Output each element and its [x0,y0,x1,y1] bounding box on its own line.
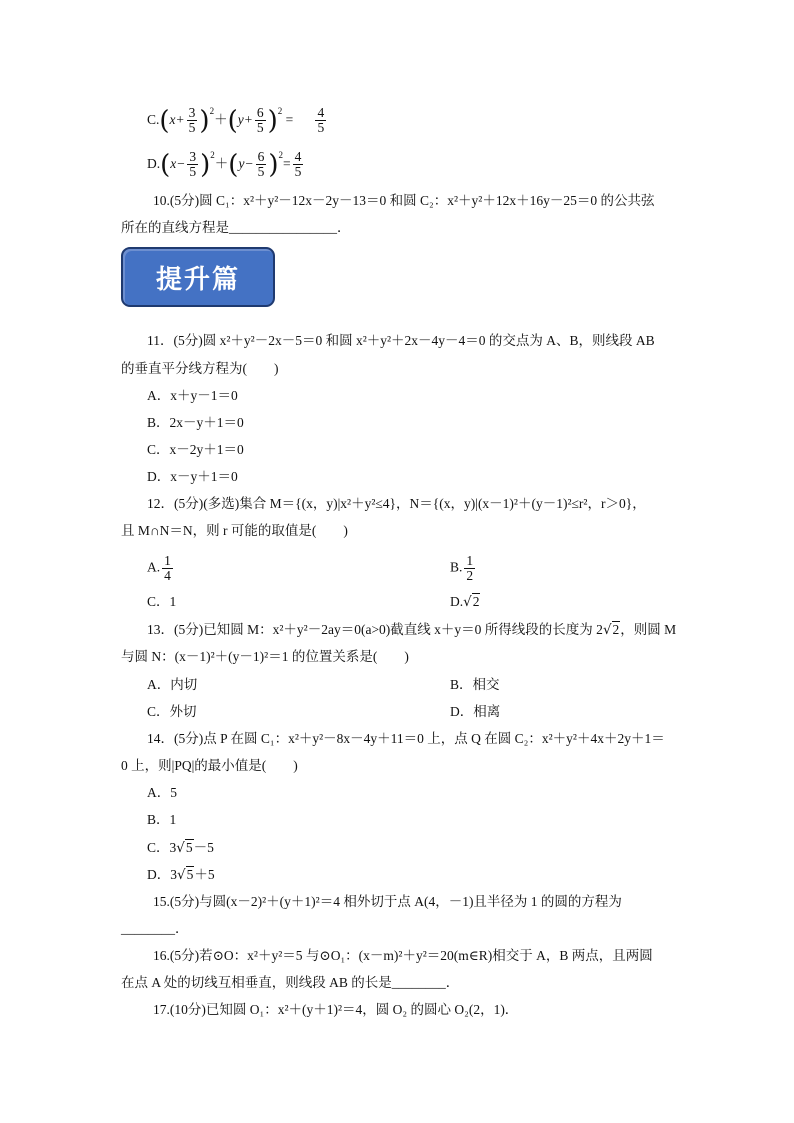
q14-line2: 0 上，则|PQ|的最小值是( ) [121,758,298,773]
section-badge: 提升篇 [121,247,275,307]
q14-option-d: D．3√5＋5 [147,867,215,883]
q15-line2: ________． [121,921,189,936]
q17-line1: 17.(10分)已知圆 O₁：x²＋(y＋1)²＝4，圆 O₂ 的圆心 O₂(2，1)． [153,1002,519,1017]
q12-option-a: A. $\frac{1}{4}$ [147,553,171,583]
q10-line1: 10.(5分)圆 C₁：x²＋y²－12x－2y－13＝0 和圆 C₂：x²＋y²＋12x＋16y－25＝0 的公共弦 [153,193,655,208]
q9-option-d: D.(x− $\frac{3}{5}$ )$^2$＋(y− $\frac{6}{5}$ )$^2$= $\frac{4}{5}$ [147,149,302,180]
q13-option-b: B．相交 [450,677,500,692]
q14-option-a: A．5 [147,785,177,800]
q9-option-c: C.(x+ $\frac{3}{5}$ )$^2$＋(y+ $\frac{6}{5}$ )$^2$ = $\frac{4}{5}$ [147,105,325,136]
q13-line2: 与圆 N：(x－1)²＋(y－1)²＝1 的位置关系是( ) [121,649,409,664]
q11-option-a: A．x＋y－1＝0 [147,388,238,403]
q13-option-d: D．相离 [450,704,501,719]
q11-option-b: B．2x－y＋1＝0 [147,415,244,430]
q12-option-c: C．1 [147,594,177,609]
q12-option-b: B. $\frac{1}{2}$ [450,553,474,583]
q16-line2: 在点 A 处的切线互相垂直，则线段 AB 的长是________． [121,975,460,990]
q16-line1: 16.(5分)若⊙O：x²＋y²＝5 与⊙O₁：(x－m)²＋y²＝20(m∈R)相交于 A，B 两点，且两圆 [153,948,653,963]
q12-option-d: D.√2 [450,594,480,610]
q13-option-a: A．内切 [147,677,198,692]
q12-line2: 且 M∩N＝N，则 r 可能的取值是( ) [121,523,348,538]
q13-option-c: C．外切 [147,704,197,719]
q14-option-c: C．3√5－5 [147,840,214,856]
q11-line2: 的垂直平分线方程为( ) [121,361,279,376]
q14-line1: 14．(5分)点 P 在圆 C₁：x²＋y²－8x－4y＋11＝0 上，点 Q 在圆 C₂：x²＋y²＋4x＋2y＋1＝ [147,731,665,746]
q14-option-b: B．1 [147,812,177,827]
q11-option-d: D．x－y＋1＝0 [147,469,238,484]
q11-line1: 11．(5分)圆 x²＋y²－2x－5＝0 和圆 x²＋y²＋2x－4y－4＝0 的交点为 A、B，则线段 AB [147,333,655,348]
q11-option-c: C．x－2y＋1＝0 [147,442,244,457]
q15-line1: 15.(5分)与圆(x－2)²＋(y＋1)²＝4 相外切于点 A(4，－1)且半径为 1 的圆的方程为 [153,894,622,909]
q12-line1: 12．(5分)(多选)集合 M＝{(x，y)|x²＋y²≤4}，N＝{(x，y)|(x－1)²＋(y－1)²≤r²，r＞0}， [147,496,646,511]
q13-line1: 13．(5分)已知圆 M：x²＋y²－2ay＝0(a>0)截直线 x＋y＝0 所得线段的长度为 2√2，则圆 M [147,622,677,638]
q10-line2: 所在的直线方程是________________． [121,220,351,235]
